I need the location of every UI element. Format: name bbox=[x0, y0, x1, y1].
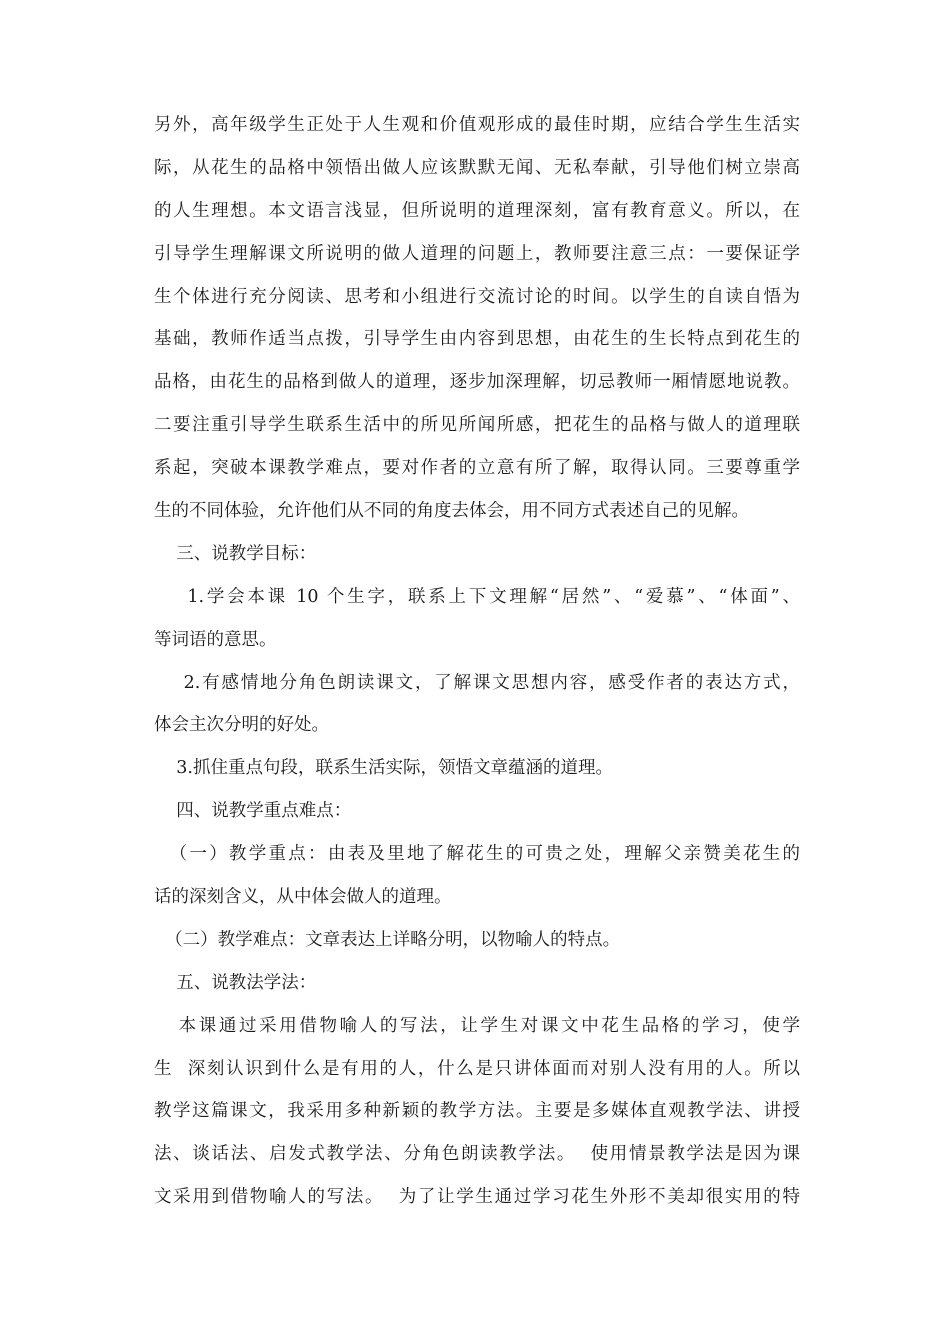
text-line: 体会主次分明的好处。 bbox=[154, 715, 329, 736]
text-line: 法、谈话法、启发式教学法、分角色朗读教学法。 使用情景教学法是因为课 bbox=[154, 1144, 800, 1165]
text-line: 1.学会本课 10 个生字，联系上下文理解“居然”、“爱慕”、“体面”、 bbox=[154, 586, 800, 607]
text-line: 引导学生理解课文所说明的做人道理的问题上，教师要注意三点：一要保证学 bbox=[154, 243, 800, 264]
text-line: 际，从花生的品格中领悟出做人应该默默无闻、无私奉献，引导他们树立崇高 bbox=[154, 157, 800, 178]
text-line: 本课通过采用借物喻人的写法，让学生对课文中花生品格的学习，使学 bbox=[154, 1015, 800, 1036]
text-line: 话的深刻含义，从中体会做人的道理。 bbox=[154, 887, 452, 908]
text-line: （二）教学难点：文章表达上详略分明，以物喻人的特点。 bbox=[154, 929, 621, 950]
text-line: 品格，由花生的品格到做人的道理，逐步加深理解，切忌教师一厢情愿地说教。 bbox=[154, 372, 800, 393]
document-body bbox=[154, 111, 800, 1226]
text-line: 教学这篇课文，我采用多种新颖的教学方法。主要是多媒体直观教学法、讲授 bbox=[154, 1101, 800, 1122]
text-line: 的人生理想。本文语言浅显，但所说明的道理深刻，富有教育意义。所以，在 bbox=[154, 200, 800, 221]
text-line: 生 深刻认识到什么是有用的人，什么是只讲体面而对别人没有用的人。所以 bbox=[154, 1058, 800, 1079]
text-line: 另外，高年级学生正处于人生观和价值观形成的最佳时期，应结合学生生活实 bbox=[154, 115, 800, 135]
text-line: 3.抓住重点句段，联系生活实际，领悟文章蕴涵的道理。 bbox=[154, 758, 613, 779]
text-line: 2.有感情地分角色朗读课文，了解课文思想内容，感受作者的表达方式， bbox=[154, 672, 800, 693]
text-line: 系起，突破本课教学难点，要对作者的立意有所了解，取得认同。三要尊重学 bbox=[154, 458, 800, 479]
section-heading: 五、说教法学法： bbox=[154, 972, 317, 993]
section-heading: 四、说教学重点难点： bbox=[154, 801, 352, 822]
text-line: 生的不同体验，允许他们从不同的角度去体会，用不同方式表述自己的见解。 bbox=[154, 501, 749, 522]
text-line: 二要注重引导学生联系生活中的所见所闻所感，把花生的品格与做人的道理联 bbox=[154, 415, 800, 436]
text-line: 基础，教师作适当点拨，引导学生由内容到思想，由花生的生长特点到花生的 bbox=[154, 329, 800, 350]
text-line: （一）教学重点：由表及里地了解花生的可贵之处，理解父亲赞美花生的 bbox=[154, 844, 800, 865]
text-line: 文采用到借物喻人的写法。 为了让学生通过学习花生外形不美却很实用的特 bbox=[154, 1187, 800, 1208]
section-heading: 三、说教学目标： bbox=[154, 543, 317, 564]
text-line: 等词语的意思。 bbox=[154, 629, 277, 650]
text-line: 生个体进行充分阅读、思考和小组进行交流讨论的时间。以学生的自读自悟为 bbox=[154, 286, 800, 307]
